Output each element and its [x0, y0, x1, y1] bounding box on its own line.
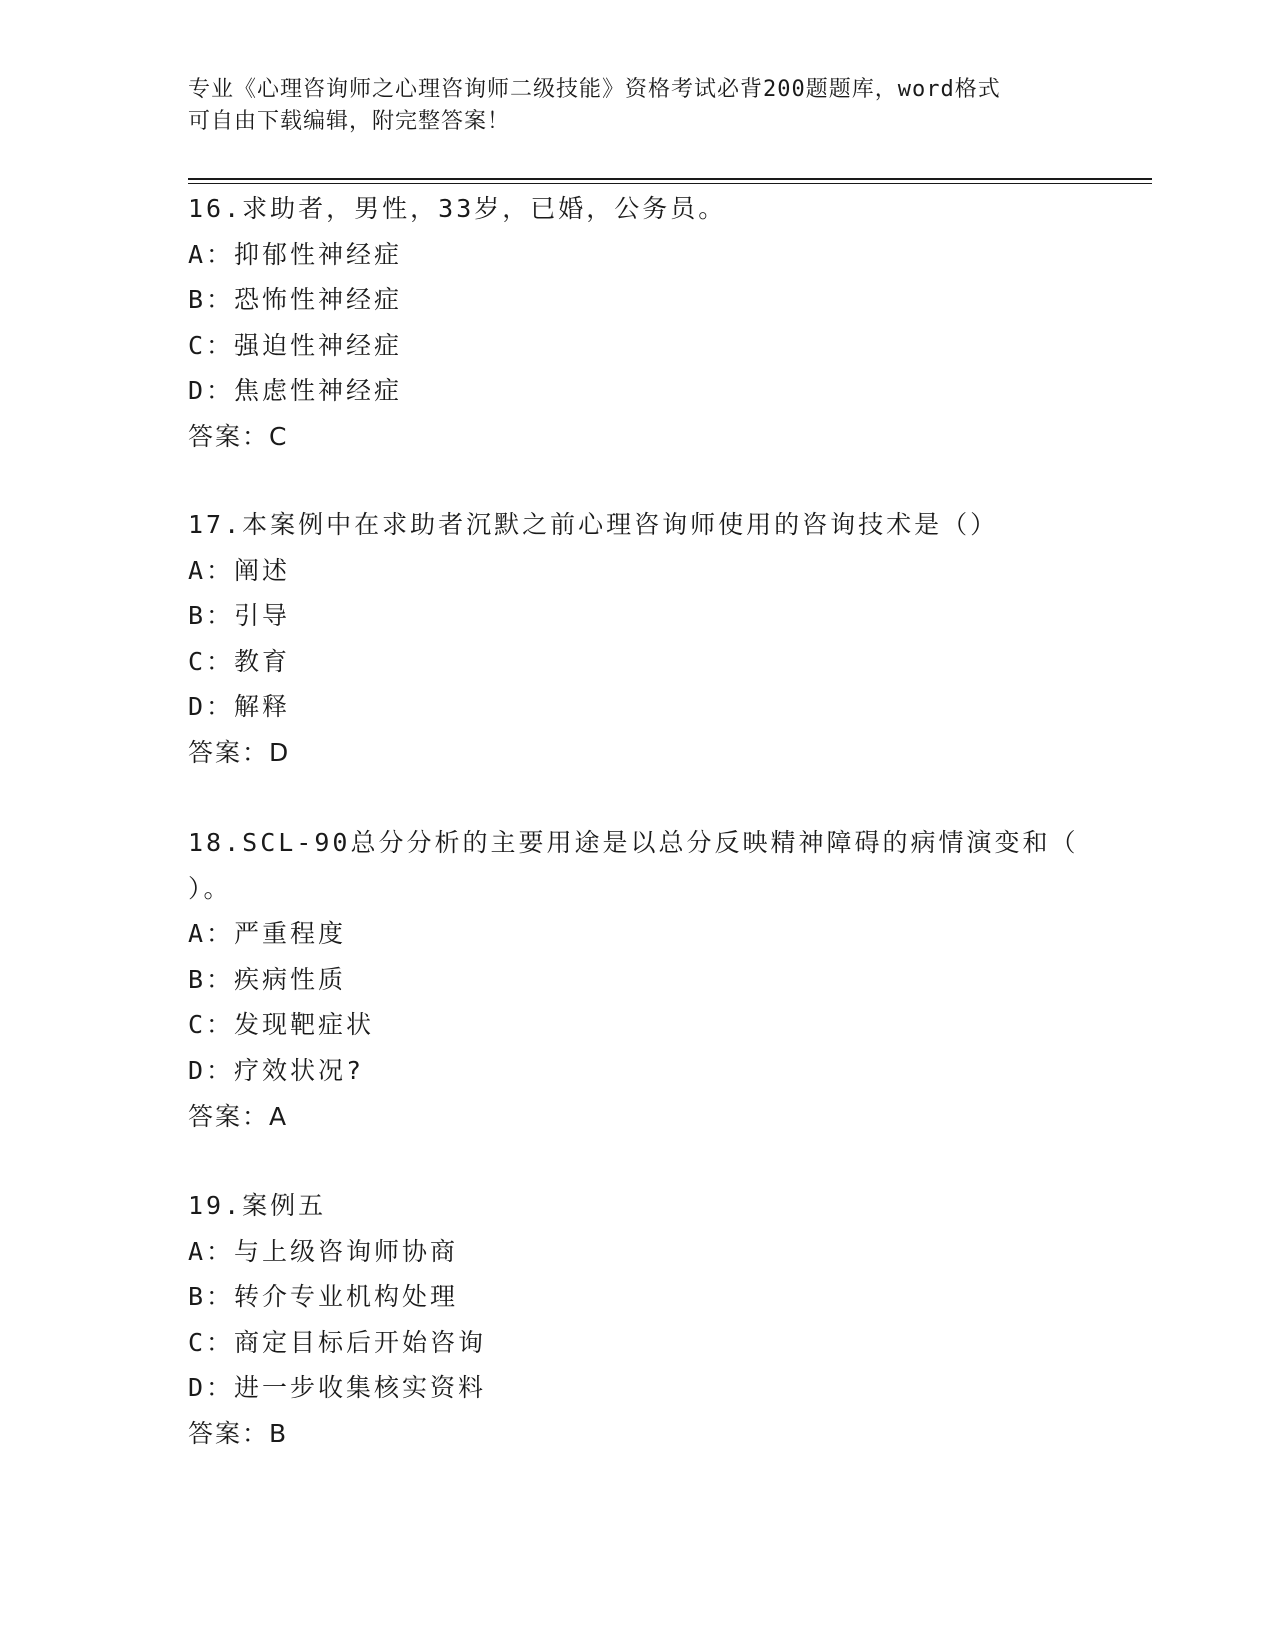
question-stem: 17.本案例中在求助者沉默之前心理咨询师使用的咨询技术是（） [188, 510, 999, 539]
question-stem-line-1: 18.SCL-90总分分析的主要用途是以总分反映精神障碍的病情演变和（ [188, 828, 1079, 857]
question-stem: 16.求助者，男性，33岁，已婚，公务员。 [188, 194, 727, 223]
option-c: C：强迫性神经症 [188, 330, 403, 360]
option-d: D：解释 [188, 692, 291, 722]
header-line-1: 专业《心理咨询师之心理咨询师二级技能》资格考试必背200题题库，word格式 [188, 77, 1001, 102]
option-c: C：商定目标后开始咨询 [188, 1327, 487, 1357]
answer: 答案：D [188, 737, 291, 767]
document-header [188, 74, 1088, 138]
answer: 答案：B [188, 1418, 289, 1448]
option-a: A：抑郁性神经症 [188, 239, 403, 269]
option-a: A：严重程度 [188, 919, 347, 949]
option-d: D：进一步收集核实资料 [188, 1373, 487, 1403]
option-a: A：阐述 [188, 555, 291, 585]
question-17 [188, 502, 1088, 776]
header-line-2: 可自由下载编辑，附完整答案！ [188, 109, 511, 134]
option-a: A：与上级咨询师协商 [188, 1236, 459, 1266]
answer: 答案：C [188, 421, 289, 451]
question-stem: 19.案例五 [188, 1191, 327, 1220]
option-b: B：引导 [188, 601, 291, 631]
option-b: B：转介专业机构处理 [188, 1282, 459, 1312]
question-stem-line-2: ）。 [188, 873, 232, 903]
header-divider-thin [188, 183, 1152, 184]
option-c: C：教育 [188, 646, 291, 676]
option-d: D：疗效状况? [188, 1055, 365, 1085]
question-16 [188, 186, 1088, 460]
option-b: B：疾病性质 [188, 964, 347, 994]
option-b: B：恐怖性神经症 [188, 285, 403, 315]
question-19 [188, 1183, 1088, 1457]
answer: 答案：A [188, 1101, 289, 1131]
question-18 [188, 820, 1088, 1139]
option-d: D：焦虑性神经症 [188, 376, 403, 406]
option-c: C：发现靶症状 [188, 1010, 375, 1040]
header-divider-thick [188, 178, 1152, 180]
